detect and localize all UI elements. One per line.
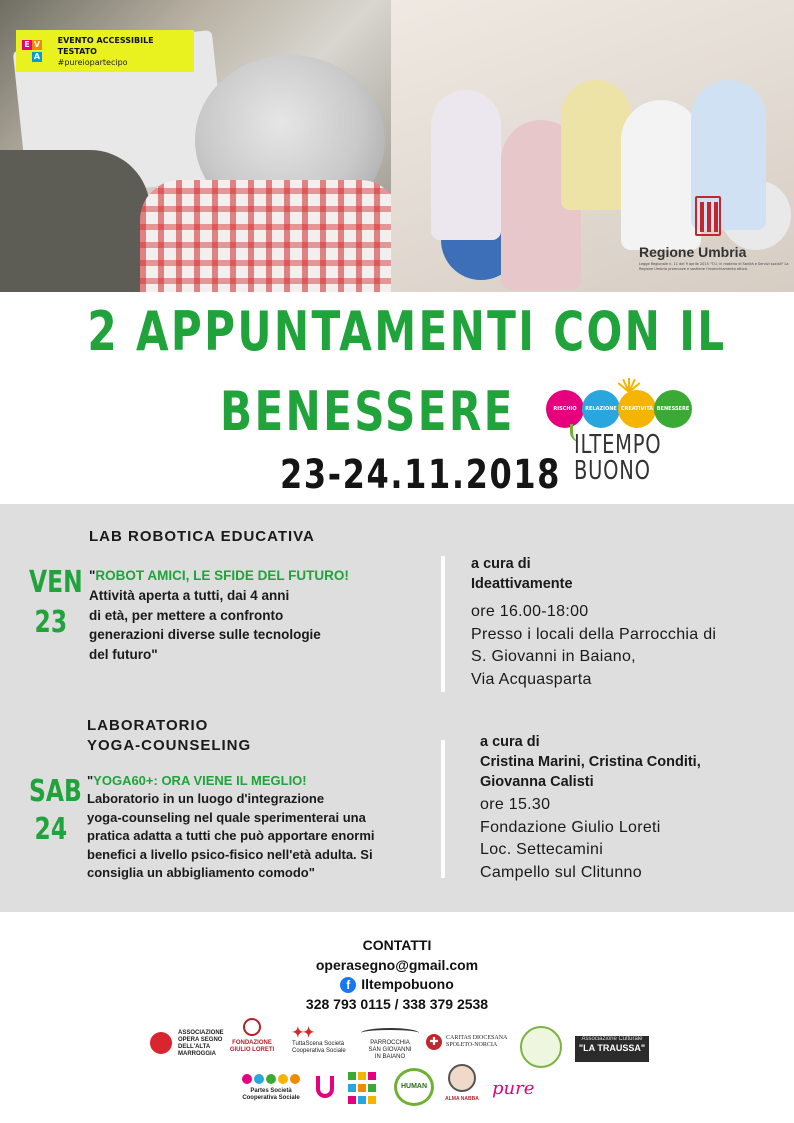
contacts-heading: CONTATTI [362,937,432,953]
event1-description: Attività aperta a tutti, dai 4 anni di età, per mettere a confronto generazioni diverse sulle tecnologie del futuro" [89,588,321,662]
badge-hashtag: #pureiopartecipo [57,57,128,67]
contacts-block [0,936,794,1014]
circle-creativita: CREATIVITÀ [618,390,656,428]
facebook-name: Iltempobuono [361,976,454,993]
woman-figure [431,90,501,240]
logo-name-line2: BUONO [574,456,651,486]
regione-emblem-icon [695,196,721,236]
partes-mark [236,1074,306,1084]
fondazione-emblem-icon [243,1018,261,1036]
circle-benessere: BENESSERE [654,390,692,428]
divider-2 [441,740,445,878]
caritas-logo: ✚ CARITAS DIOCESANA SPOLETO-NORCIA [426,1034,514,1054]
eva-letter-a: A [33,52,41,61]
event2-day-number: 24 [34,812,68,847]
grandma-face-icon [448,1064,476,1092]
event1-day-name: VEN [29,565,83,600]
robotics-photo [0,0,391,292]
sun-rays-icon [614,372,644,392]
contact-phones: 328 793 0115 / 338 379 2538 [305,995,489,1012]
parrocchia-logo: PARROCCHIA SAN GIOVANNI IN BAIANO [356,1028,424,1062]
man-figure [621,100,701,250]
divider-1 [441,556,445,692]
human-logo: HUMAN [394,1068,434,1106]
event1-details: ore 16.00-18:00 Presso i locali della Parrocchia di S. Giovanni in Baiano, Via Acquasparta [471,603,717,688]
contact-email[interactable]: operasegno@gmail.com [315,956,479,973]
event-dates: 23-24.11.2018 [280,452,562,498]
green-circle-logo [520,1026,562,1068]
page-title-line2: BENESSERE [220,380,515,443]
alma-nabba-logo: ALMA NABBA [444,1064,480,1108]
event2-details: ore 15.30 Fondazione Giulio Loreti Loc. Settecamini Campello sul Clitunno [480,796,661,881]
event1-heading: LAB ROBOTICA EDUCATIVA [89,528,315,545]
circle-rischio: RISCHIO [546,390,584,428]
heart-hands-icon [150,1032,172,1054]
la-traussa-logo: Associazione Culturale "LA TRAUSSA" [575,1036,649,1062]
opera-segno-logo: ASSOCIAZIONE OPERA SEGNO DELL'ALTA MARROGGIA [150,1028,230,1062]
tuttascena-mark: ✦✦ [292,1024,314,1040]
eva-letter-v: V [33,40,41,49]
event1-title: "ROBOT AMICI, LE SFIDE DEL FUTURO! [89,568,349,583]
fondazione-loreti-logo: FONDAZIONE GIULIO LORETI [222,1018,282,1064]
colored-u-logo [316,1076,336,1102]
il-tempo-buono-logo [546,372,696,490]
events-section [0,504,794,912]
event2-title: "YOGA60+: ORA VIENE IL MEGLIO! [87,773,307,788]
pure-logo: pure [492,1078,535,1099]
caritas-cross-icon: ✚ [426,1034,442,1050]
event2-curators: a cura di Cristina Marini, Cristina Conditi, Giovanna Calisti [480,734,701,790]
event2-description: Laboratorio in un luogo d'integrazione yoga-counseling nel quale sperimenterai una pratica adatta a tutti che può apportare enormi benefici a livello psico-fisico nell'età adulta. Si consiglia un abbigliamento comodo" [87,791,375,880]
regione-note: Legge Regionale n. 11 del 9 aprile 2015 "T.U. in materia di Sanità e Servizi sociali" La Regione Umbria promuove e sostiene l'invecchiamento attivo. [639,262,789,271]
accessible-event-badge [16,30,194,72]
tuttascena-logo: ✦✦ TuttaScena Società Cooperativa Sociale [292,1024,354,1062]
regione-name: Regione Umbria [639,244,747,260]
child-arm [0,150,150,292]
grid-logo [348,1072,376,1106]
event1-curators: a cura di Ideattivamente [471,556,573,592]
event1-day-number: 23 [34,605,68,640]
facebook-link[interactable] [340,975,454,995]
gymnastics-photo [391,0,794,292]
partes-logo: Partes Società Cooperativa Sociale [236,1074,306,1112]
eva-letter-e: E [22,40,32,50]
parish-skyline-icon [361,1028,419,1038]
logo-name-line1: ILTEMPO [574,430,662,460]
event2-day-name: SAB [29,774,82,809]
page-title-line1: 2 APPUNTAMENTI CON IL [87,300,727,363]
facebook-icon: f [340,977,356,993]
circle-relazione: RELAZIONE [582,390,620,428]
badge-title: EVENTO ACCESSIBILE TESTATO [57,35,154,56]
eva-logo [22,36,52,66]
checkered-shirt [140,180,391,292]
event2-heading: LABORATORIO YOGA-COUNSELING [87,717,252,754]
